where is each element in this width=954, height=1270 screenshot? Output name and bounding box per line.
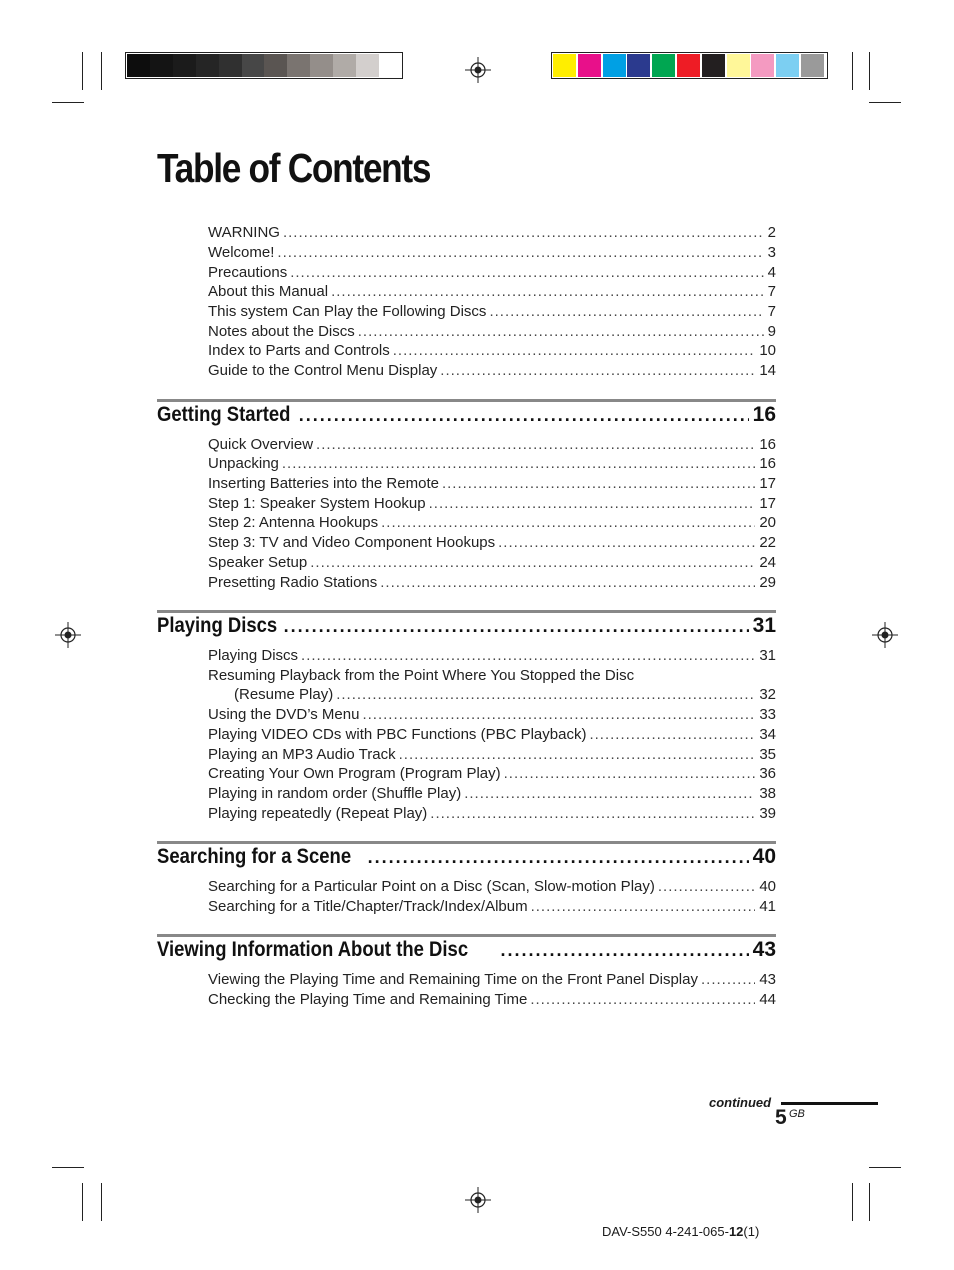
section-page: 31 — [752, 614, 776, 637]
toc-entry[interactable] — [208, 283, 776, 303]
toc-entry-label: Playing an MP3 Audio Track — [208, 746, 396, 763]
continued-label: continued — [709, 1095, 772, 1110]
toc-entry-label: Step 1: Speaker System Hookup — [208, 495, 426, 512]
grayscale-swatch — [242, 54, 265, 77]
toc-entry-page: 36 — [759, 765, 776, 782]
toc-entry[interactable] — [208, 706, 776, 726]
toc-entry-label: Playing repeatedly (Repeat Play) — [208, 805, 428, 822]
grayscale-swatch — [333, 54, 356, 77]
toc-entry-page: 2 — [767, 224, 776, 241]
section-heading[interactable] — [157, 845, 776, 873]
toc-entry-label: Presetting Radio Stations — [208, 574, 378, 591]
color-swatch — [776, 54, 799, 77]
toc-entry-label: Notes about the Discs — [208, 323, 355, 340]
color-swatch — [801, 54, 824, 77]
toc-entry[interactable] — [208, 574, 776, 594]
grayscale-swatch — [310, 54, 333, 77]
toc-entry-label: Playing VIDEO CDs with PBC Functions (PBC Playback) — [208, 726, 587, 743]
toc-entry-page: 7 — [767, 303, 776, 320]
toc-entry-label: Speaker Setup — [208, 554, 308, 571]
section-divider — [157, 934, 776, 937]
toc-entry-page: 32 — [759, 686, 776, 703]
grayscale-swatch — [264, 54, 287, 77]
toc-entry[interactable] — [208, 455, 776, 475]
toc-entry-label: Step 2: Antenna Hookups — [208, 514, 379, 531]
toc-entry-label: Quick Overview — [208, 436, 314, 453]
toc-entry[interactable] — [208, 362, 776, 382]
toc-entry-label: (Resume Play) — [234, 686, 334, 703]
section-title: Viewing Information About the Disc — [157, 938, 469, 961]
toc-entry-page: 16 — [759, 455, 776, 472]
section-divider — [157, 399, 776, 402]
toc-entry[interactable] — [208, 224, 776, 244]
grayscale-swatch — [219, 54, 242, 77]
toc-entry-label: Step 3: TV and Video Component Hookups — [208, 534, 496, 551]
toc-entry[interactable] — [208, 971, 776, 991]
grayscale-swatch — [196, 54, 219, 77]
toc-entry[interactable] — [208, 746, 776, 766]
section-page: 16 — [752, 403, 776, 426]
toc-entry-label: Searching for a Particular Point on a Disc (Scan, Slow-motion Play) — [208, 878, 655, 895]
crop-mark — [52, 102, 84, 103]
color-swatch — [677, 54, 700, 77]
toc-entry-page: 7 — [767, 283, 776, 300]
toc-entry-label: Unpacking — [208, 455, 279, 472]
section-title: Playing Discs — [157, 614, 278, 637]
toc-entry-page: 17 — [759, 475, 776, 492]
toc-entry-page: 39 — [759, 805, 776, 822]
toc-entry[interactable] — [208, 264, 776, 284]
section-heading[interactable] — [157, 938, 776, 966]
toc-entry[interactable] — [208, 342, 776, 362]
toc-entry-label: Searching for a Title/Chapter/Track/Index/Album — [208, 898, 528, 915]
toc-entry-page: 20 — [759, 514, 776, 531]
toc-entry-page: 14 — [759, 362, 776, 379]
toc-entry[interactable] — [208, 534, 776, 554]
section-divider — [157, 610, 776, 613]
toc-entry-page: 44 — [759, 991, 776, 1008]
color-swatch — [751, 54, 774, 77]
toc-entry-page: 31 — [759, 647, 776, 664]
toc-entry[interactable] — [208, 323, 776, 343]
section-title: Searching for a Scene — [157, 845, 352, 868]
color-swatch — [578, 54, 601, 77]
document-code-bold: 12 — [728, 1224, 744, 1239]
toc-entry[interactable] — [208, 303, 776, 323]
toc-entry-page: 43 — [759, 971, 776, 988]
toc-entry-label: About this Manual — [208, 283, 329, 300]
toc-entry-page: 33 — [759, 706, 776, 723]
toc-entry[interactable] — [208, 495, 776, 515]
document-code-suffix: (1) — [743, 1224, 760, 1239]
grayscale-swatch — [173, 54, 196, 77]
toc-entry[interactable] — [208, 436, 776, 456]
toc-entry[interactable] — [234, 686, 776, 706]
toc-entry-label: Viewing the Playing Time and Remaining Time on the Front Panel Display — [208, 971, 698, 988]
toc-entry-page: 34 — [759, 726, 776, 743]
toc-entry[interactable] — [208, 765, 776, 785]
toc-entry[interactable] — [208, 514, 776, 534]
page-number-suffix: GB — [789, 1108, 805, 1120]
toc-entry-label[interactable]: Resuming Playback from the Point Where You Stopped the Disc — [208, 667, 635, 684]
section-heading[interactable] — [157, 614, 776, 642]
toc-entry-label: Playing in random order (Shuffle Play) — [208, 785, 462, 802]
toc-entry-label: Creating Your Own Program (Program Play) — [208, 765, 501, 782]
toc-entry-label: Playing Discs — [208, 647, 299, 664]
crop-mark — [101, 1183, 102, 1221]
toc-entry-page: 9 — [767, 323, 776, 340]
registration-target-icon — [464, 56, 492, 84]
toc-entry-page: 35 — [759, 746, 776, 763]
toc-entry-label: Using the DVD’s Menu — [208, 706, 360, 723]
toc-entry-label: Welcome! — [208, 244, 275, 261]
crop-mark — [852, 1183, 853, 1221]
toc-entry[interactable] — [208, 726, 776, 746]
crop-mark — [852, 52, 853, 90]
toc-entry-page: 10 — [759, 342, 776, 359]
toc-entry[interactable] — [208, 991, 776, 1011]
toc-entry[interactable] — [208, 244, 776, 264]
toc-entry-page: 22 — [759, 534, 776, 551]
registration-target-icon — [464, 1186, 492, 1214]
crop-mark — [869, 52, 870, 90]
grayscale-swatch — [379, 54, 402, 77]
toc-entry[interactable] — [208, 475, 776, 495]
crop-mark — [869, 1167, 901, 1168]
crop-mark — [82, 1183, 83, 1221]
section-page: 40 — [752, 845, 776, 868]
toc-entry-label: Inserting Batteries into the Remote — [208, 475, 439, 492]
grayscale-swatch — [287, 54, 310, 77]
toc-entry-page: 3 — [767, 244, 776, 261]
continued-rule — [781, 1102, 878, 1105]
toc-entry-label: This system Can Play the Following Discs — [208, 303, 487, 320]
crop-mark — [82, 52, 83, 90]
toc-entry-page: 4 — [767, 264, 776, 281]
toc-entry[interactable] — [208, 878, 776, 898]
grayscale-swatch — [127, 54, 150, 77]
document-code — [602, 1224, 759, 1239]
grayscale-swatch — [150, 54, 173, 77]
color-swatch — [627, 54, 650, 77]
section-title: Getting Started — [157, 403, 291, 426]
color-swatch — [553, 54, 576, 77]
toc-entry-page: 38 — [759, 785, 776, 802]
toc-entry-page: 41 — [759, 898, 776, 915]
toc-entry-label: WARNING — [208, 224, 280, 241]
crop-mark — [869, 1183, 870, 1221]
page-title: Table of Contents — [157, 145, 431, 191]
crop-mark — [869, 102, 901, 103]
crop-mark — [52, 1167, 84, 1168]
color-swatch — [727, 54, 750, 77]
toc-entry-label: Checking the Playing Time and Remaining Time — [208, 991, 528, 1008]
toc-entry-page: 17 — [759, 495, 776, 512]
color-swatch — [603, 54, 626, 77]
section-page: 43 — [752, 938, 776, 961]
color-swatch — [652, 54, 675, 77]
toc-entry-page: 24 — [759, 554, 776, 571]
toc-entry[interactable] — [208, 785, 776, 805]
toc-entry-page: 16 — [759, 436, 776, 453]
crop-mark — [101, 52, 102, 90]
toc-entry[interactable] — [208, 898, 776, 918]
document-code-prefix: DAV-S550 4-241-065- — [602, 1224, 729, 1239]
page-number: 5 — [775, 1106, 787, 1129]
grayscale-swatch — [356, 54, 379, 77]
toc-entry[interactable] — [208, 647, 776, 667]
toc-entry-page: 40 — [759, 878, 776, 895]
toc-entry-page: 29 — [759, 574, 776, 591]
toc-entry-label: Index to Parts and Controls — [208, 342, 390, 359]
section-heading[interactable] — [157, 403, 776, 431]
section-divider — [157, 841, 776, 844]
toc-entry-label: Guide to the Control Menu Display — [208, 362, 438, 379]
toc-entry-label: Precautions — [208, 264, 288, 281]
registration-target-icon — [54, 621, 82, 649]
color-swatch — [702, 54, 725, 77]
toc-entry[interactable] — [208, 554, 776, 574]
registration-target-icon — [871, 621, 899, 649]
toc-entry[interactable] — [208, 805, 776, 825]
